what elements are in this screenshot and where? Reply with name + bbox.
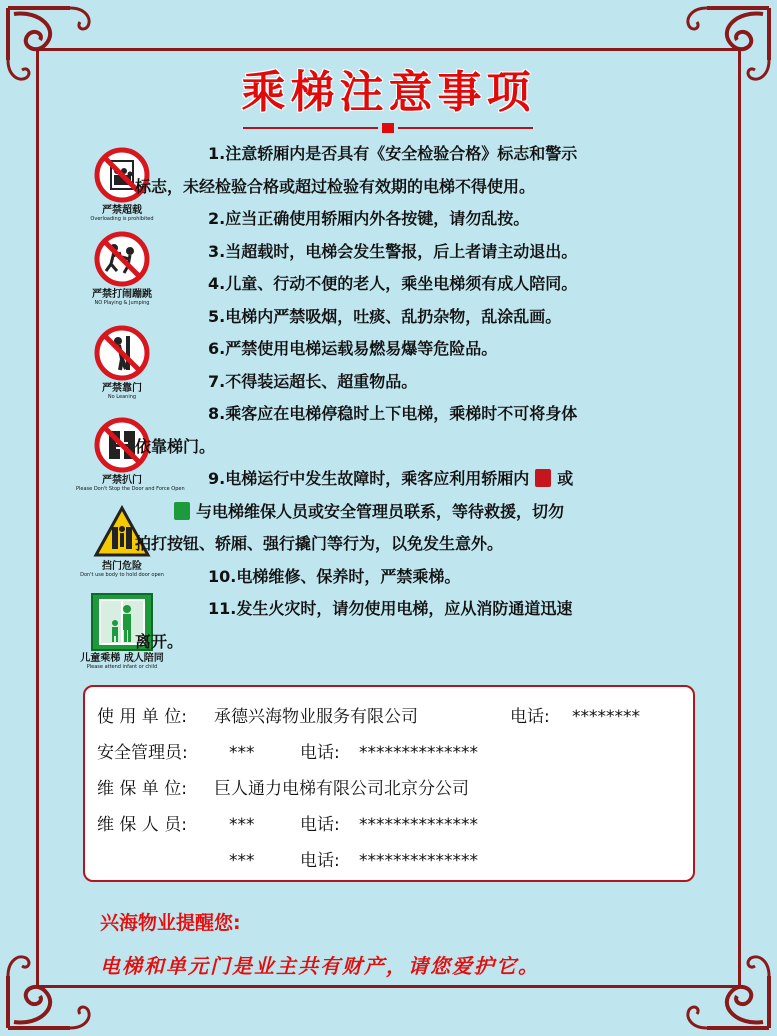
rule-9-line-2 [168, 496, 697, 529]
rule-9-line-3: 拍打按钮、轿厢、强行撬门等行为，以免发生意外。 [135, 534, 504, 553]
rules-list [135, 138, 697, 658]
icon-subcaption: No Leaning [107, 394, 137, 400]
maint-label: 维 保 单 位: [97, 779, 187, 799]
no-lean-sign [76, 325, 168, 400]
safety-phone: ************** [359, 743, 478, 763]
page-title: 乘梯注意事项 [241, 67, 536, 118]
icon-caption: 严禁靠门 [102, 383, 142, 394]
rule-8-line-2: 依靠梯门。 [135, 436, 216, 456]
no-play-sign [76, 231, 168, 306]
contact-info-box [83, 685, 695, 882]
icon-caption: 严禁打闹蹦跳 [92, 289, 152, 300]
corner-ornament [0, 946, 110, 1036]
unit-label: 使 用 单 位: [97, 707, 187, 727]
intercom-phone-icon [174, 502, 190, 520]
staff1-name: *** [229, 815, 255, 835]
icon-caption: 挡门危险 [102, 561, 142, 572]
info-row-maintenance [97, 771, 693, 807]
rule-8-line-1: 8.乘客应在电梯停稳时上下电梯，乘梯时不可将身体 [208, 404, 578, 423]
maint-value: 巨人通力电梯有限公司北京分公司 [214, 779, 469, 799]
safety-name: *** [229, 743, 255, 763]
rule-9-text-c: 与电梯维保人员或安全管理员联系，等待救援，切勿 [196, 501, 565, 521]
rule-9-text-a: 9.电梯运行中发生故障时，乘客应利用轿厢内 [208, 469, 530, 488]
corner-ornament [667, 946, 777, 1036]
icon-caption: 严禁扒门 [102, 475, 142, 486]
unit-phone-label: 电话: [510, 707, 550, 727]
safety-phone-label: 电话: [300, 743, 340, 763]
rule-9-text-b: 或 [557, 469, 574, 488]
staff2-name: *** [229, 851, 255, 871]
staff2-phone-label: 电话: [300, 851, 340, 871]
rule-9-line-1 [182, 463, 697, 496]
reminder-title: 兴海物业提醒您: [100, 912, 241, 934]
icon-subcaption: Please attend infant or child [86, 664, 158, 670]
info-row-staff-2 [97, 843, 693, 879]
rule-5: 5.电梯内严禁吸烟，吐痰、乱扔杂物，乱涂乱画。 [208, 306, 562, 326]
rule-2: 2.应当正确使用轿厢内外各按键，请勿乱按。 [208, 209, 530, 228]
info-row-unit [97, 699, 693, 735]
title-divider [243, 122, 533, 134]
staff-label: 维 保 人 员: [97, 815, 187, 835]
icon-subcaption: Please Don't Stop the Door and Force Open [76, 486, 185, 492]
rule-3: 3.当超载时，电梯会发生警报，后上者请主动退出。 [208, 241, 578, 261]
info-row-safety [97, 735, 693, 771]
staff1-phone-label: 电话: [300, 815, 340, 835]
staff1-phone: ************** [359, 815, 478, 835]
staff2-phone: ************** [359, 851, 478, 871]
unit-phone: ******** [572, 707, 640, 727]
icon-caption: 严禁超载 [102, 205, 142, 216]
safety-label: 安全管理员: [97, 743, 188, 763]
no-play-icon [94, 231, 150, 287]
icon-subcaption: Overloading is prohibited [90, 216, 154, 222]
rule-7: 7.不得装运超长、超重物品。 [208, 371, 418, 391]
reminder-text: 电梯和单元门是业主共有财产，请您爱护它。 [100, 954, 540, 978]
alarm-button-icon [535, 469, 551, 487]
rule-11-line-2: 离开。 [135, 631, 184, 651]
icon-subcaption: NO Playing & Jumping [94, 300, 150, 306]
no-lean-icon [94, 325, 150, 381]
rule-10: 10.电梯维修、保养时，严禁乘梯。 [208, 566, 461, 586]
rule-1-line-1: 1.注意轿厢内是否具有《安全检验合格》标志和警示 [208, 144, 578, 163]
unit-value: 承德兴海物业服务有限公司 [214, 707, 418, 727]
info-row-staff-1 [97, 807, 693, 843]
icon-caption: 儿童乘梯 成人陪同 [80, 653, 164, 664]
rule-1-line-2: 标志，未经检验合格或超过检验有效期的电梯不得使用。 [135, 176, 536, 196]
rule-6: 6.严禁使用电梯运载易燃易爆等危险品。 [208, 339, 498, 358]
rule-11-line-1: 11.发生火灾时，请勿使用电梯，应从消防通道迅速 [208, 599, 573, 618]
icon-subcaption: Don't use body to hold door open [80, 572, 164, 578]
rule-4: 4.儿童、行动不便的老人，乘坐电梯须有成人陪同。 [208, 274, 578, 293]
